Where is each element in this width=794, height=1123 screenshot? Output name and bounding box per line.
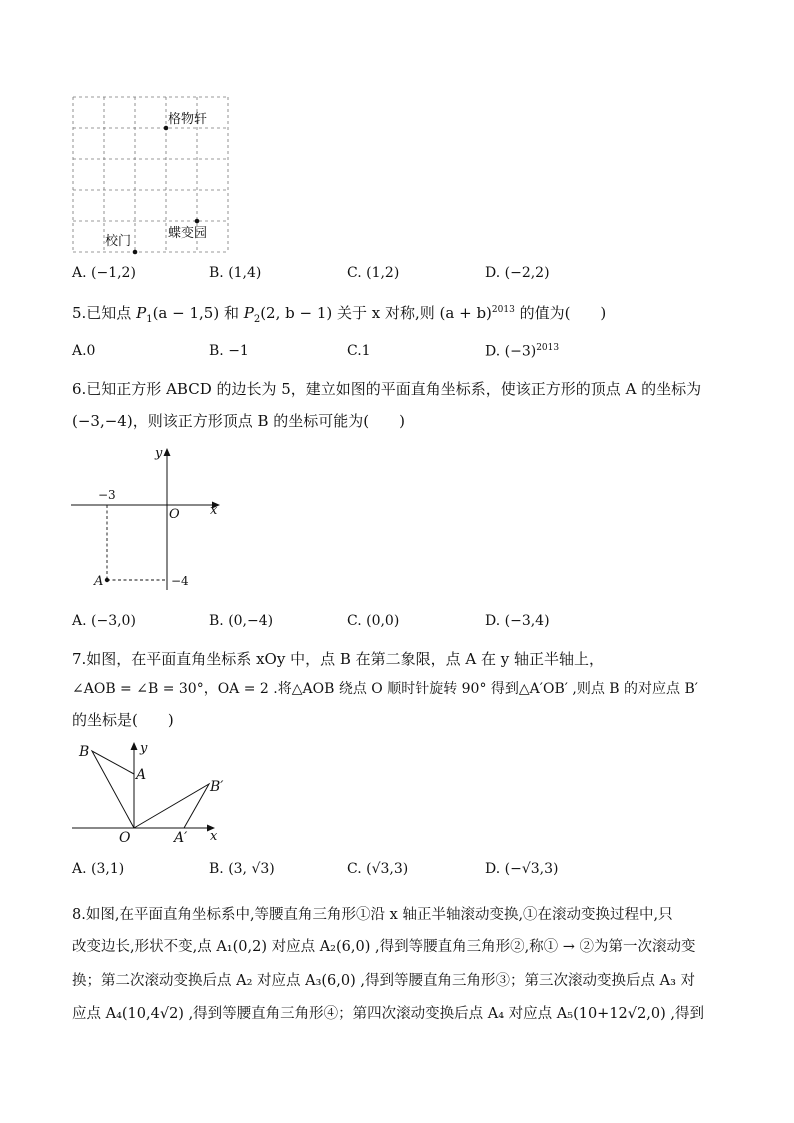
- q5-stem-c: 关于 x 对称,则: [332, 304, 440, 322]
- q5-stem-d: 的值为( ): [514, 304, 607, 322]
- q5-option-a: A.0: [72, 343, 96, 359]
- q5-p1-coords: (a − 1,5): [152, 304, 220, 322]
- q7-label-a: A: [136, 767, 147, 783]
- q8-stem-line2: 改变边长,形状不变,点 A₁(0,2) 对应点 A₂(6,0) ,得到等腰直角三角形②,称① → ②为第一次滚动变: [72, 939, 696, 955]
- q8-stem-line1: 8.如图,在平面直角坐标系中,等腰直角三角形①沿 x 轴正半轴滚动变换,①在滚动变换过程中,只: [72, 907, 673, 923]
- q6-label-o: O: [169, 507, 180, 522]
- q5-stem-b: 和: [219, 304, 244, 322]
- q5-p1: P: [136, 304, 147, 322]
- q6-y-axis-arrow: [164, 448, 171, 456]
- q6-label-y: y: [155, 446, 163, 461]
- q7-stem-line2: ∠AOB = ∠B = 30°，OA = 2 .将△AOB 绕点 O 顺时针旋转 90° 得到△A′OB′ ,则点 B 的对应点 B′: [72, 681, 698, 697]
- q4-option-c: C. (1,2): [347, 265, 400, 281]
- label-gewuxuan: 格物轩: [168, 112, 208, 127]
- q7-y-axis-arrow: [131, 742, 138, 750]
- q6-stem-line1: 6.已知正方形 ABCD 的边长为 5，建立如图的平面直角坐标系，使该正方形的顶点 A 的坐标为: [72, 380, 702, 398]
- label-diebianyuan: 蝶变园: [168, 226, 208, 241]
- q6-option-d: D. (−3,4): [485, 613, 550, 629]
- q6-point-a: [105, 578, 109, 582]
- q7-triangle-a-prime-ob-prime: [134, 784, 209, 828]
- q8-stem-line3: 换；第二次滚动变换后点 A₂ 对应点 A₃(6,0) ,得到等腰直角三角形③；第三次滚动变换后点 A₃ 对: [72, 973, 695, 989]
- label-xiaomen: 校门: [105, 234, 132, 249]
- q5-p2-coords: (2, b − 1): [260, 304, 333, 322]
- q7-stem-line3: 的坐标是( ): [72, 711, 174, 729]
- q5-option-d: [485, 343, 559, 360]
- q5-expr-exp: 2013: [491, 305, 515, 315]
- q4-option-d: D. (−2,2): [485, 265, 550, 281]
- q6-label-ytick: −4: [171, 574, 189, 588]
- q6-label-a: A: [94, 574, 104, 589]
- q6-option-b: B. (0,−4): [209, 613, 274, 629]
- q7-label-b: B: [79, 744, 90, 760]
- q5-stem-a: 5.已知点: [72, 304, 137, 322]
- point-xiaomen: [133, 250, 138, 255]
- q7-option-c: C. (√3,3): [347, 861, 409, 877]
- q5-option-d-exp: 2013: [536, 343, 560, 353]
- q5-option-c: C.1: [347, 343, 371, 359]
- q6-stem-line2: (−3,−4)，则该正方形顶点 B 的坐标可能为( ): [72, 412, 405, 430]
- q7-rotation-figure: [64, 736, 234, 851]
- point-diebianyuan: [195, 219, 200, 224]
- q5-option-d-text: D. (−3): [485, 343, 537, 360]
- q6-option-c: C. (0,0): [347, 613, 400, 629]
- q7-option-b: B. (3, √3): [209, 861, 275, 877]
- q7-label-o: O: [119, 830, 131, 846]
- q5-stem: [72, 302, 606, 325]
- q4-option-b: B. (1,4): [209, 265, 262, 281]
- q7-option-a: A. (3,1): [72, 861, 125, 877]
- q8-stem-line4: 应点 A₄(10,4√2) ,得到等腰直角三角形④；第四次滚动变换后点 A₄ 对应点 A₅(10+12√2,0) ,得到: [72, 1006, 704, 1022]
- q4-grid-figure: [64, 90, 244, 260]
- q7-label-y: y: [140, 741, 148, 756]
- q7-triangle-aob: [92, 751, 134, 828]
- q4-option-a: A. (−1,2): [72, 265, 136, 281]
- q5-option-b: B. −1: [209, 343, 249, 359]
- q7-label-b-prime: B′: [210, 779, 224, 795]
- q6-axes-figure: [64, 440, 234, 600]
- q5-p2-sub: 2: [253, 314, 261, 325]
- q5-expr: (a + b): [439, 304, 492, 322]
- q5-p2: P: [243, 304, 254, 322]
- q6-label-xtick: −3: [98, 488, 116, 502]
- q6-label-x: x: [210, 503, 218, 518]
- q7-option-d: D. (−√3,3): [485, 861, 559, 877]
- q7-stem-line1: 7.如图，在平面直角坐标系 xOy 中，点 B 在第二象限，点 A 在 y 轴正半轴上，: [72, 650, 605, 668]
- q6-option-a: A. (−3,0): [72, 613, 136, 629]
- q7-label-a-prime: A′: [174, 830, 188, 846]
- q5-p1-sub: 1: [146, 314, 153, 325]
- q7-label-x: x: [210, 829, 218, 844]
